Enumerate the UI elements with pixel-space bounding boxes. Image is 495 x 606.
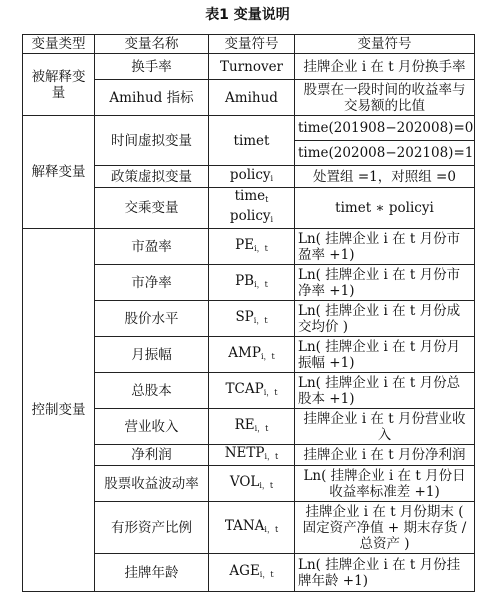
var-name: 营业收入 [95,409,209,445]
var-desc: Ln( 挂牌企业 i 在 t 月份市净率 +1) [295,265,475,301]
var-name: 市净率 [95,265,209,301]
var-desc: time(201908−202008)=0 [295,116,475,141]
table-row [23,54,475,80]
var-symbol: $RE_{i,t}$ [209,409,295,445]
var-symbol: time$_t$ policy$_i$ [209,188,295,229]
header-desc: 变量符号 [295,35,475,54]
var-name: 有形资产比例 [95,502,209,554]
var-symbol: $AMP_{i,t}$ [209,337,295,373]
group-explanatory: 解释变量 [23,116,95,229]
var-desc: timet ∗ policyi [295,188,475,229]
var-name: 净利润 [95,445,209,466]
var-symbol: $PE_{i,t}$ [209,229,295,265]
var-desc: Ln( 挂牌企业 i 在 t 月份总股本 +1) [295,373,475,409]
header-symbol: 变量符号 [209,35,295,54]
var-name: 市盈率 [95,229,209,265]
var-symbol: Amihud [209,80,295,116]
var-desc: 挂牌企业 i 在 t 月份营业收入 [295,409,475,445]
var-desc: Ln( 挂牌企业 i 在 t 月份日收益率标准差 +1) [295,466,475,502]
var-symbol: $VOL_{i,t}$ [209,466,295,502]
var-symbol: timet [209,116,295,166]
table-row [23,229,475,265]
table-title: 表1 变量说明 [205,7,290,23]
var-desc: 挂牌企业 i 在 t 月份换手率 [295,54,475,80]
var-desc: 股票在一段时间的收益率与交易额的比值 [295,80,475,116]
header-name: 变量名称 [95,35,209,54]
var-name: 股价水平 [95,301,209,337]
var-symbol: Turnover [209,54,295,80]
var-desc: 处置组 =1，对照组 =0 [295,166,475,188]
var-name: 月振幅 [95,337,209,373]
var-name: Amihud 指标 [95,80,209,116]
var-name: 换手率 [95,54,209,80]
var-name: 股票收益波动率 [95,466,209,502]
var-desc: Ln( 挂牌企业 i 在 t 月份月振幅 +1) [295,337,475,373]
var-name: 总股本 [95,373,209,409]
group-control: 控制变量 [23,229,95,592]
table-row [23,116,475,141]
var-name: 时间虚拟变量 [95,116,209,166]
var-desc: time(202008−202108)=1 [295,141,475,166]
var-symbol: $NETP_{i,t}$ [209,445,295,466]
var-symbol: $TCAP_{i,t}$ [209,373,295,409]
var-desc: 挂牌企业 i 在 t 月份期末 ( 固定资产净值 + 期末存货 / 总资产 ) [295,502,475,554]
var-symbol: $SP_{i,t}$ [209,301,295,337]
header-row [23,35,475,54]
var-desc: 挂牌企业 i 在 t 月份净利润 [295,445,475,466]
var-symbol: $AGE_{i,t}$ [209,554,295,592]
var-symbol: policy$_i$ [209,166,295,188]
var-desc: Ln( 挂牌企业 i 在 t 月份成交均价 ) [295,301,475,337]
header-type: 变量类型 [23,35,95,54]
var-symbol: $PB_{i,t}$ [209,265,295,301]
var-symbol: $TANA_{i,t}$ [209,502,295,554]
var-name: 交乘变量 [95,188,209,229]
group-explained: 被解释变量 [23,54,95,116]
var-desc: Ln( 挂牌企业 i 在 t 月份市盈率 +1) [295,229,475,265]
var-name: 挂牌年龄 [95,554,209,592]
variable-table [22,34,475,592]
var-name: 政策虚拟变量 [95,166,209,188]
var-desc: Ln( 挂牌企业 i 在 t 月份挂牌年龄 +1) [295,554,475,592]
